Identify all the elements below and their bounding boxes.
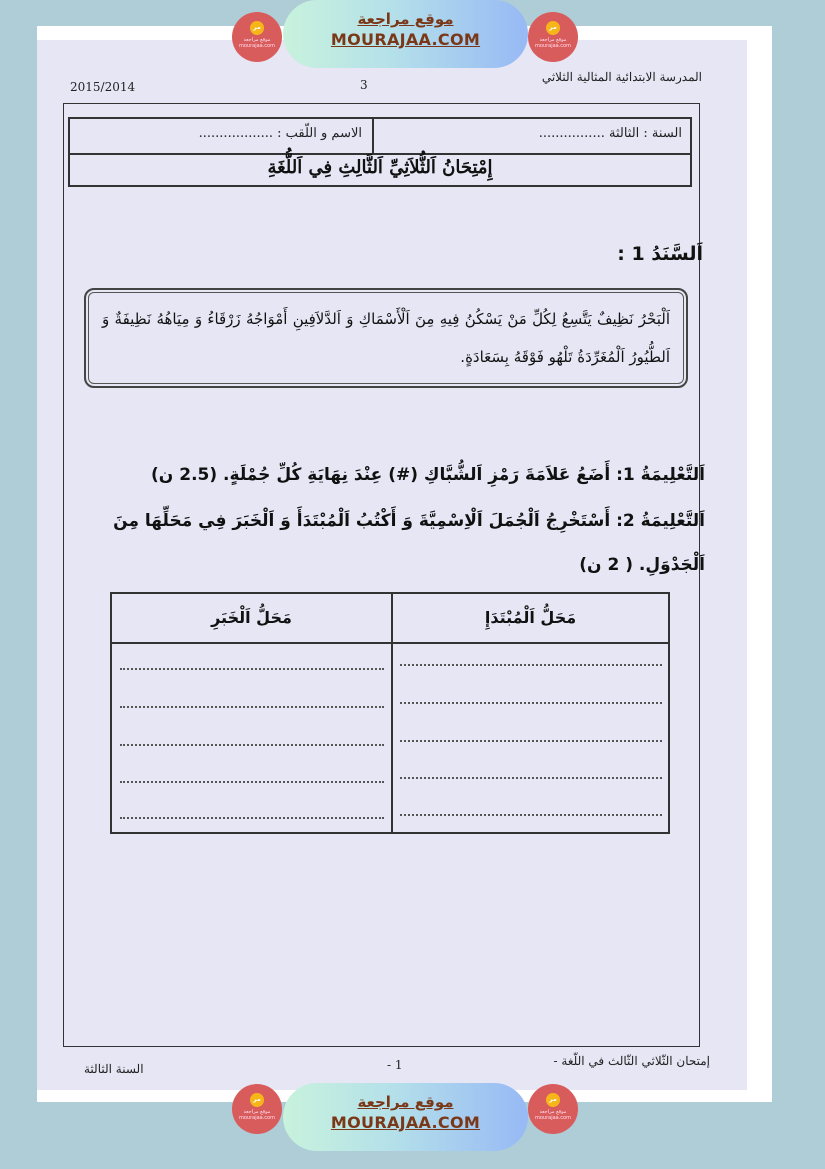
site-banner-top[interactable] xyxy=(283,0,528,68)
logo-badge-icon: مر xyxy=(546,1093,560,1107)
support-title: اَلسَّنَدُ 1 : xyxy=(617,243,703,265)
instruction-2-continued: اَلْجَدْوَلِ. ( 2 ن) xyxy=(579,555,705,575)
footer-grade: السنة الثالثة xyxy=(84,1062,144,1076)
exam-title: إِمْتِحَانُ اَلثُّلاَثِيِّ اَلثَّالِثِ فِي اَللُّغَةِ xyxy=(267,157,493,178)
passage-text: اَلْبَحْرُ نَظِيفٌ يَتَّسِعُ لِكُلِّ مَنْ يَسْكُنُ فِيهِ مِنَ اَلْأَسْمَاكِ وَ اَلدَّلاَفِينِ أَمْوَاجُهُ زَرْقَاءُ وَ مِيَاهُهُ نَظِيفَةٌ وَ اَلطُّيُورُ اَلْمُغَرِّدَةُ تَلْهُو فَوْقَهُ بِسَعَادَةٍ. xyxy=(102,310,670,366)
mubtada-answer-line[interactable] xyxy=(400,777,662,779)
answer-table xyxy=(110,592,670,834)
footer-exam-title: إمتحان الثّلاثي الثّالث في اللّغة - xyxy=(553,1054,710,1068)
school-year: 2015/2014 xyxy=(70,80,136,94)
passage-box xyxy=(84,288,688,388)
site-banner-bottom[interactable] xyxy=(283,1083,528,1151)
logo-text: موقع مراجعة mourajaa.com xyxy=(534,1109,571,1121)
logo-text: موقع مراجعة mourajaa.com xyxy=(534,37,571,49)
instruction-1-label: اَلتَّعْلِيمَةُ 1: xyxy=(616,465,705,485)
khabar-answer-line[interactable] xyxy=(120,817,384,819)
page-number-top: 3 xyxy=(360,78,368,92)
instruction-1 xyxy=(151,452,705,498)
header-divider xyxy=(372,119,374,153)
khabar-answer-line[interactable] xyxy=(120,706,384,708)
banner-arabic-label: موقع مراجعة xyxy=(357,1093,454,1111)
logo-text: موقع مراجعة mourajaa.com xyxy=(238,1109,275,1121)
site-logo-right-bottom[interactable] xyxy=(528,1084,578,1134)
column-khabar-header: مَحَلُّ اَلْخَبَرِ xyxy=(211,608,292,627)
mubtada-answer-line[interactable] xyxy=(400,664,662,666)
name-field: الاسم و اللّقب : .................. xyxy=(198,126,362,141)
logo-text: موقع مراجعة mourajaa.com xyxy=(238,37,275,49)
instruction-2-text: أَسْتَخْرِجُ اَلْجُمَلَ اَلْاِسْمِيَّةَ وَ أَكْتُبُ اَلْمُبْتَدَأَ وَ اَلْخَبَرَ فِي مَحَلِّهَا مِنَ xyxy=(113,511,611,531)
khabar-answer-line[interactable] xyxy=(120,744,384,746)
header-table xyxy=(68,117,692,187)
instruction-1-text: أَضَعُ عَلاَمَةَ رَمْزِ اَلشُّبَّاكِ (#) عِنْدَ نِهَايَةِ كُلِّ جُمْلَةٍ. (2.5 ن) xyxy=(151,465,611,485)
site-logo-left-top[interactable] xyxy=(232,12,282,62)
school-name: المدرسة الابتدائية المثالية الثلاثي xyxy=(541,70,702,84)
grade-field: السنة : الثالثة ................ xyxy=(538,126,682,141)
site-logo-left-bottom[interactable] xyxy=(232,1084,282,1134)
column-mubtada-header: مَحَلُّ اَلْمُبْتَدَإِ xyxy=(484,608,577,627)
logo-badge-icon: مر xyxy=(250,21,264,35)
instruction-2 xyxy=(113,498,705,544)
banner-arabic-label: موقع مراجعة xyxy=(357,10,454,28)
instruction-2-label: اَلتَّعْلِيمَةُ 2: xyxy=(616,511,705,531)
banner-domain-link[interactable]: MOURAJAA.COM xyxy=(330,30,481,49)
khabar-answer-line[interactable] xyxy=(120,668,384,670)
logo-badge-icon: مر xyxy=(546,21,560,35)
logo-badge-icon: مر xyxy=(250,1093,264,1107)
mubtada-answer-line[interactable] xyxy=(400,740,662,742)
mubtada-answer-line[interactable] xyxy=(400,702,662,704)
banner-domain-link[interactable]: MOURAJAA.COM xyxy=(330,1113,481,1132)
mubtada-answer-line[interactable] xyxy=(400,814,662,816)
khabar-answer-line[interactable] xyxy=(120,781,384,783)
site-logo-right-top[interactable] xyxy=(528,12,578,62)
footer-page-number: - 1 xyxy=(387,1058,403,1072)
